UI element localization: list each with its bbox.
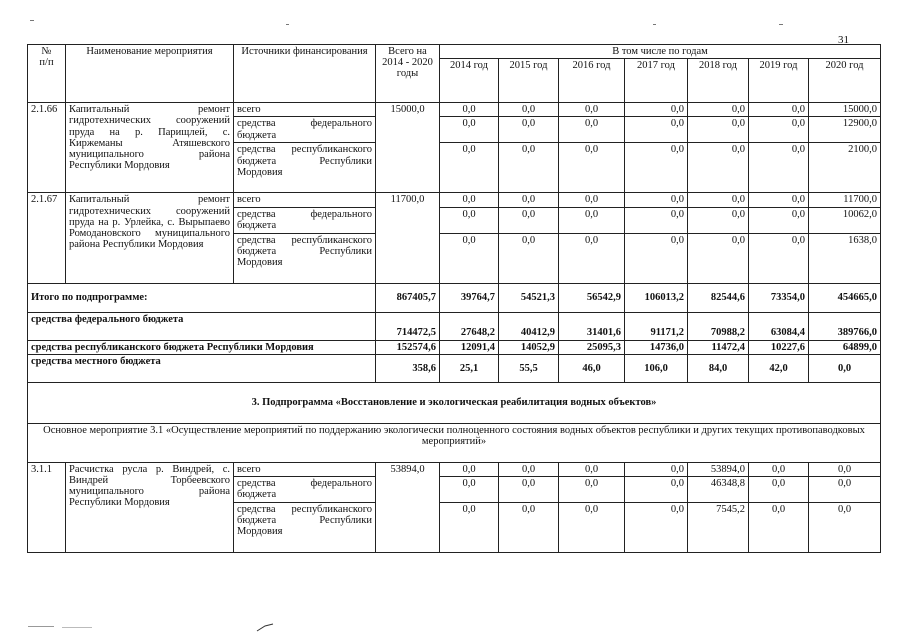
year-value: 11700,0 <box>809 193 881 207</box>
source-label: средства республиканского бюджета Республики Мордовия <box>234 143 376 193</box>
year-value: 0,0 <box>625 233 688 283</box>
totals-value: 31401,6 <box>559 312 625 340</box>
year-value: 0,0 <box>499 477 559 503</box>
year-value: 0,0 <box>559 193 625 207</box>
source-label: всего <box>234 462 376 476</box>
row-num: 3.1.1 <box>28 462 66 552</box>
source-label: средства федерального бюджета <box>234 207 376 233</box>
year-value: 0,0 <box>440 207 499 233</box>
total-value: 15000,0 <box>376 103 440 193</box>
source-label: всего <box>234 103 376 117</box>
year-value: 0,0 <box>440 477 499 503</box>
totals-value: 106,0 <box>625 354 688 382</box>
year-value: 0,0 <box>499 503 559 553</box>
activity-name: Расчистка русла р. Виндрей, с. Виндрей Торбеевского муниципального района Республики Мордовия <box>66 462 234 552</box>
year-value: 0,0 <box>499 117 559 143</box>
year-value: 0,0 <box>440 233 499 283</box>
year-value: 0,0 <box>559 143 625 193</box>
header-year: 2018 год <box>688 59 749 103</box>
totals-value: 10227,6 <box>749 340 809 354</box>
year-value: 0,0 <box>688 193 749 207</box>
totals-value: 73354,0 <box>749 283 809 312</box>
pen-stroke-mark <box>255 620 277 634</box>
year-value: 15000,0 <box>809 103 881 117</box>
totals-value: 27648,2 <box>440 312 499 340</box>
totals-value: 55,5 <box>499 354 559 382</box>
scan-mark <box>62 627 92 628</box>
totals-value: 454665,0 <box>809 283 881 312</box>
year-value: 0,0 <box>749 462 809 476</box>
scan-mark <box>30 20 34 21</box>
year-value: 0,0 <box>749 503 809 553</box>
row-num: 2.1.67 <box>28 193 66 283</box>
year-value: 0,0 <box>688 233 749 283</box>
totals-value: 14052,9 <box>499 340 559 354</box>
year-value: 0,0 <box>499 207 559 233</box>
totals-value: 84,0 <box>688 354 749 382</box>
year-value: 0,0 <box>559 207 625 233</box>
header-year: 2020 год <box>809 59 881 103</box>
totals-value: 25095,3 <box>559 340 625 354</box>
year-value: 0,0 <box>749 477 809 503</box>
year-value: 2100,0 <box>809 143 881 193</box>
totals-value: 106013,2 <box>625 283 688 312</box>
activity-name: Капитальный ремонт гидротехнических сооружений пруда на р. Урлейка, с. Вырыпаево Ромодановского муниципального района Республики Мордовия <box>66 193 234 283</box>
year-value: 0,0 <box>749 103 809 117</box>
year-value: 10062,0 <box>809 207 881 233</box>
row-num: 2.1.66 <box>28 103 66 193</box>
totals-value: 91171,2 <box>625 312 688 340</box>
source-label: средства республиканского бюджета Республики Мордовия <box>234 233 376 283</box>
year-value: 0,0 <box>440 117 499 143</box>
source-label: средства федерального бюджета <box>234 117 376 143</box>
total-value: 53894,0 <box>376 462 440 552</box>
totals-value: 11472,4 <box>688 340 749 354</box>
scan-mark <box>779 24 783 25</box>
year-value: 0,0 <box>440 103 499 117</box>
header-name: Наименование мероприятия <box>66 45 234 103</box>
year-value: 0,0 <box>749 193 809 207</box>
year-value: 0,0 <box>559 117 625 143</box>
header-year: 2015 год <box>499 59 559 103</box>
year-value: 0,0 <box>749 117 809 143</box>
totals-total: 714472,5 <box>376 312 440 340</box>
year-value: 0,0 <box>625 103 688 117</box>
year-value: 0,0 <box>625 462 688 476</box>
header-year: 2016 год <box>559 59 625 103</box>
year-value: 0,0 <box>749 207 809 233</box>
totals-value: 70988,2 <box>688 312 749 340</box>
totals-value: 54521,3 <box>499 283 559 312</box>
totals-value: 39764,7 <box>440 283 499 312</box>
year-value: 0,0 <box>559 503 625 553</box>
year-value: 0,0 <box>625 193 688 207</box>
totals-total: 152574,6 <box>376 340 440 354</box>
totals-value: 0,0 <box>809 354 881 382</box>
year-value: 0,0 <box>440 462 499 476</box>
year-value: 0,0 <box>499 103 559 117</box>
header-num: № п/п <box>28 45 66 103</box>
totals-value: 14736,0 <box>625 340 688 354</box>
year-value: 0,0 <box>809 503 881 553</box>
totals-total: 867405,7 <box>376 283 440 312</box>
year-value: 0,0 <box>625 503 688 553</box>
year-value: 0,0 <box>625 117 688 143</box>
scan-mark <box>28 626 54 627</box>
year-value: 0,0 <box>440 503 499 553</box>
header-year: 2014 год <box>440 59 499 103</box>
header-source: Источники финансирования <box>234 45 376 103</box>
total-value: 11700,0 <box>376 193 440 283</box>
totals-label: средства республиканского бюджета Республики Мордовия <box>28 340 376 354</box>
year-value: 0,0 <box>688 117 749 143</box>
header-total: Всего на 2014 - 2020 годы <box>376 45 440 103</box>
header-by-years: В том числе по годам <box>440 45 881 59</box>
year-value: 0,0 <box>559 477 625 503</box>
totals-value: 42,0 <box>749 354 809 382</box>
totals-value: 56542,9 <box>559 283 625 312</box>
totals-value: 63084,4 <box>749 312 809 340</box>
totals-value: 46,0 <box>559 354 625 382</box>
year-value: 0,0 <box>749 143 809 193</box>
totals-value: 25,1 <box>440 354 499 382</box>
year-value: 0,0 <box>625 143 688 193</box>
totals-value: 64899,0 <box>809 340 881 354</box>
totals-value: 12091,4 <box>440 340 499 354</box>
page-number: 31 <box>838 34 849 46</box>
header-year: 2019 год <box>749 59 809 103</box>
year-value: 0,0 <box>625 207 688 233</box>
year-value: 0,0 <box>559 103 625 117</box>
totals-label: Итого по подпрограмме: <box>28 283 376 312</box>
year-value: 1638,0 <box>809 233 881 283</box>
year-value: 0,0 <box>625 477 688 503</box>
year-value: 0,0 <box>559 462 625 476</box>
totals-value: 82544,6 <box>688 283 749 312</box>
subprogram-title: 3. Подпрограмма «Восстановление и экологическая реабилитация водных объектов» <box>28 382 881 423</box>
main-activity: Основное мероприятие 3.1 «Осуществление мероприятий по поддержанию экологически полноценного состояния водных объектов республики и других текущих противопаводковых мероприятий» <box>28 423 881 462</box>
activity-name: Капитальный ремонт гидротехнических сооружений пруда на р. Парищлей, с. Киржеманы Атяшевского муниципального района Республики Мордовия <box>66 103 234 193</box>
totals-label: средства местного бюджета <box>28 354 376 382</box>
totals-value: 40412,9 <box>499 312 559 340</box>
year-value: 53894,0 <box>688 462 749 476</box>
year-value: 0,0 <box>809 462 881 476</box>
source-label: средства республиканского бюджета Республики Мордовия <box>234 503 376 553</box>
header-year: 2017 год <box>625 59 688 103</box>
year-value: 0,0 <box>559 233 625 283</box>
scan-mark <box>653 24 656 25</box>
source-label: всего <box>234 193 376 207</box>
year-value: 0,0 <box>440 143 499 193</box>
totals-label: средства федерального бюджета <box>28 312 376 340</box>
scan-mark <box>286 24 289 25</box>
year-value: 0,0 <box>688 207 749 233</box>
year-value: 0,0 <box>688 143 749 193</box>
year-value: 7545,2 <box>688 503 749 553</box>
year-value: 0,0 <box>749 233 809 283</box>
year-value: 0,0 <box>499 143 559 193</box>
year-value: 0,0 <box>809 477 881 503</box>
totals-total: 358,6 <box>376 354 440 382</box>
year-value: 0,0 <box>499 233 559 283</box>
year-value: 0,0 <box>499 462 559 476</box>
year-value: 0,0 <box>499 193 559 207</box>
totals-value: 389766,0 <box>809 312 881 340</box>
year-value: 12900,0 <box>809 117 881 143</box>
year-value: 0,0 <box>688 103 749 117</box>
budget-table <box>27 44 881 553</box>
year-value: 46348,8 <box>688 477 749 503</box>
year-value: 0,0 <box>440 193 499 207</box>
source-label: средства федерального бюджета <box>234 477 376 503</box>
